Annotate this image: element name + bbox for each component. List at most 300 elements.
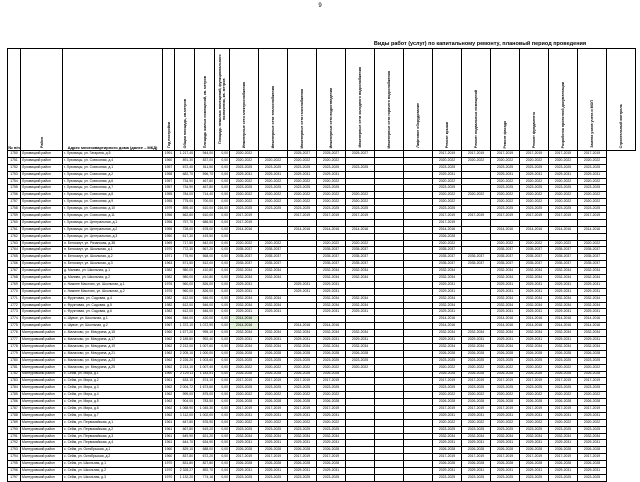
work-period-cell — [259, 213, 288, 220]
work-period-cell — [375, 343, 404, 350]
year-cell: 1957 — [163, 185, 175, 192]
district-cell: Мантуровский район — [21, 474, 63, 481]
work-period-cell: 2032-2034 — [230, 302, 259, 309]
row-number: 1755 — [8, 185, 21, 192]
work-period-cell: 2032-2034 — [578, 433, 607, 440]
year-cell: 1950 — [163, 233, 175, 240]
work-period-cell: 2026-2028 — [259, 447, 288, 454]
living-area-cell: 826,00 — [195, 281, 215, 288]
work-period-cell: 2035-2037 — [462, 254, 491, 261]
work-period-cell: 2029-2031 — [346, 309, 375, 316]
work-period-cell: 2035-2037 — [549, 261, 578, 268]
work-period-cell — [404, 371, 433, 378]
table-row — [8, 157, 636, 164]
work-period-cell — [404, 426, 433, 433]
address-cell: г. Луховицы, ул. Совхозная, д.8 — [63, 192, 163, 199]
work-period-cell: 2032-2034 — [346, 330, 375, 337]
address-cell: г. Луховицы, ул. Совхозная, д.1 — [63, 164, 163, 171]
work-period-cell: 2026-2028 — [317, 461, 346, 468]
work-period-cell: 2020-2022 — [433, 364, 462, 371]
work-period-cell: 2017-2019 — [578, 378, 607, 385]
work-period-cell — [375, 357, 404, 364]
address-cell: с. Сейм, ул. Мира, д.1 — [63, 371, 163, 378]
work-period-cell: 2017-2019 — [433, 151, 462, 158]
row-number: 1789 — [8, 419, 21, 426]
work-period-cell — [404, 357, 433, 364]
district-cell: Мантуровский район — [21, 426, 63, 433]
work-period-cell: 2020-2022 — [549, 157, 578, 164]
work-period-cell — [259, 288, 288, 295]
work-period-cell: 2017-2019 — [230, 378, 259, 385]
living-area-cell: 546,00 — [195, 295, 215, 302]
year-cell: 1960 — [163, 447, 175, 454]
nonliving-area-cell: 0,00 — [215, 323, 230, 330]
work-period-cell — [375, 419, 404, 426]
work-period-cell: 2014-2016 — [578, 316, 607, 323]
work-period-cell: 2020-2022 — [288, 392, 317, 399]
year-cell: 1960 — [163, 157, 175, 164]
work-period-cell: 2020-2022 — [491, 419, 520, 426]
district-cell: Мантуровский район — [21, 337, 63, 344]
year-cell: 1962 — [163, 412, 175, 419]
work-period-cell — [375, 288, 404, 295]
work-period-cell: 2029-2031 — [230, 440, 259, 447]
work-period-cell — [404, 447, 433, 454]
work-period-cell: 2020-2022 — [288, 419, 317, 426]
total-area-cell: 728,00 — [175, 226, 195, 233]
year-cell: 1962 — [163, 405, 175, 412]
work-period-cell: 2023-2025 — [578, 426, 607, 433]
nonliving-area-cell: 0,00 — [215, 268, 230, 275]
work-period-cell: 2025-2027 — [317, 151, 346, 158]
district-cell: Луховицкий район — [21, 192, 63, 199]
row-number: 1768 — [8, 275, 21, 282]
work-period-cell — [404, 185, 433, 192]
work-period-cell: 2032-2034 — [520, 302, 549, 309]
work-period-cell: 2032-2034 — [433, 330, 462, 337]
work-period-cell: 2032-2034 — [317, 433, 346, 440]
address-cell: с. Малахово, ул. Мичурина, д.15 — [63, 330, 163, 337]
work-period-cell: 2023-2025 — [433, 185, 462, 192]
work-period-cell: 2020-2022 — [462, 157, 491, 164]
work-period-cell: 2029-2031 — [259, 309, 288, 316]
work-period-cell — [288, 233, 317, 240]
work-period-cell: 2035-2037 — [520, 247, 549, 254]
address-cell: п. Белоомут, ул. Школьная, д.3 — [63, 261, 163, 268]
work-period-cell: 2020-2022 — [520, 364, 549, 371]
work-period-cell: 2032-2034 — [491, 330, 520, 337]
living-area-cell: 995,10 — [195, 330, 215, 337]
work-period-cell — [404, 399, 433, 406]
table-row — [8, 364, 636, 371]
work-period-cell: 2023-2025 — [520, 426, 549, 433]
work-period-cell: 2017-2019 — [288, 454, 317, 461]
work-period-cell: 2032-2034 — [433, 295, 462, 302]
work-period-cell: 2029-2031 — [520, 467, 549, 474]
work-period-cell: 2023-2025 — [288, 426, 317, 433]
work-period-cell — [288, 275, 317, 282]
work-period-cell: 2029-2031 — [520, 440, 549, 447]
work-period-cell: 2029-2031 — [578, 337, 607, 344]
work-period-cell: 2017-2019 — [491, 454, 520, 461]
district-cell: Луховицкий район — [21, 226, 63, 233]
work-period-cell — [404, 419, 433, 426]
living-area-cell: 826,00 — [195, 288, 215, 295]
table-row — [8, 268, 636, 275]
living-area-cell: 783,50 — [195, 399, 215, 406]
nonliving-area-cell: 216,00 — [215, 206, 230, 213]
living-area-cell: 700,00 — [195, 199, 215, 206]
address-cell: с. Малахово, ул. Мичурина, д.21 — [63, 350, 163, 357]
living-area-cell: 576,90 — [195, 419, 215, 426]
work-period-cell: 2017-2019 — [288, 378, 317, 385]
work-period-cell: 2035-2037 — [520, 254, 549, 261]
work-period-cell: 2017-2019 — [288, 213, 317, 220]
work-period-cell: 2032-2034 — [491, 433, 520, 440]
year-cell: 1961 — [163, 378, 175, 385]
work-period-cell: 2032-2034 — [549, 295, 578, 302]
year-cell: 1955 — [163, 199, 175, 206]
total-area-cell: 980,00 — [175, 275, 195, 282]
work-period-cell: 2029-2031 — [433, 171, 462, 178]
work-period-cell: 2020-2022 — [549, 199, 578, 206]
work-period-cell: 2017-2019 — [317, 405, 346, 412]
district-cell: Мантуровский район — [21, 461, 63, 468]
district-cell: Мантуровский район — [21, 350, 63, 357]
nonliving-area-cell: 0,00 — [215, 157, 230, 164]
work-period-cell — [346, 371, 375, 378]
work-period-cell — [346, 185, 375, 192]
work-period-cell: 2023-2025 — [491, 185, 520, 192]
nonliving-area-cell: 0,00 — [215, 337, 230, 344]
work-period-cell: 2032-2034 — [317, 343, 346, 350]
work-period-cell: 2014-2016 — [520, 323, 549, 330]
work-period-cell: 2032-2034 — [288, 330, 317, 337]
work-period-cell: 2020-2022 — [317, 192, 346, 199]
work-period-cell: 2035-2037 — [317, 247, 346, 254]
work-period-cell: 2032-2034 — [549, 268, 578, 275]
work-period-cell: 2032-2034 — [346, 295, 375, 302]
table-row — [8, 192, 636, 199]
district-cell: Мантуровский район — [21, 467, 63, 474]
work-period-cell: 2023-2025 — [462, 385, 491, 392]
address-cell: с. Сейм, ул. Мира, д.2 — [63, 378, 163, 385]
work-period-cell: 2029-2031 — [491, 467, 520, 474]
year-cell: 1976 — [163, 281, 175, 288]
work-period-cell: 2014-2016 — [491, 226, 520, 233]
table-body — [8, 151, 636, 482]
address-cell: с. Шувое, ул. Школьная, д.2 — [63, 323, 163, 330]
table-row — [8, 323, 636, 330]
total-area-cell: 612,00 — [175, 295, 195, 302]
work-period-cell: 2032-2034 — [259, 330, 288, 337]
work-period-cell: 2029-2031 — [317, 281, 346, 288]
address-cell: с. Сейм, ул. Октябрьская, д.2 — [63, 454, 163, 461]
work-period-cell: 2023-2025 — [491, 426, 520, 433]
work-period-cell: 2020-2022 — [520, 178, 549, 185]
address-cell: г. Луховицы, ул. Совхозная, д.10 — [63, 206, 163, 213]
living-area-cell: 992,40 — [195, 337, 215, 344]
work-period-cell — [404, 461, 433, 468]
work-period-cell: 2032-2034 — [288, 433, 317, 440]
work-period-cell: 2026-2028 — [462, 461, 491, 468]
work-period-cell — [375, 281, 404, 288]
work-period-cell: 2026-2028 — [549, 371, 578, 378]
work-period-cell — [462, 288, 491, 295]
work-period-cell — [288, 254, 317, 261]
work-period-cell: 2029-2031 — [578, 412, 607, 419]
work-period-cell: 2029-2031 — [491, 171, 520, 178]
work-period-cell: 2032-2034 — [259, 268, 288, 275]
work-period-cell: 2032-2034 — [230, 275, 259, 282]
work-period-cell — [404, 199, 433, 206]
district-cell: Мантуровский район — [21, 419, 63, 426]
work-period-cell: 2023-2025 — [549, 474, 578, 481]
work-period-cell — [404, 281, 433, 288]
work-period-cell: 2026-2028 — [578, 350, 607, 357]
work-period-cell — [288, 240, 317, 247]
work-period-cell: 2017-2019 — [462, 454, 491, 461]
work-period-cell — [375, 433, 404, 440]
work-period-cell — [375, 247, 404, 254]
living-area-cell: 610,00 — [195, 206, 215, 213]
work-period-cell: 2029-2031 — [462, 412, 491, 419]
living-area-cell: 568,00 — [195, 254, 215, 261]
work-period-cell: 2017-2019 — [491, 378, 520, 385]
work-period-cell: 2035-2037 — [520, 261, 549, 268]
work-period-cell: 2023-2025 — [520, 206, 549, 213]
district-cell: Луховицкий район — [21, 302, 63, 309]
work-period-cell: 2032-2034 — [317, 268, 346, 275]
district-cell: Луховицкий район — [21, 316, 63, 323]
living-area-cell: 944,00 — [195, 151, 215, 158]
district-cell: Мантуровский район — [21, 454, 63, 461]
work-period-cell: 2023-2025 — [433, 426, 462, 433]
work-period-cell: 2026-2028 — [433, 350, 462, 357]
work-period-cell — [259, 219, 288, 226]
work-period-cell: 2026-2028 — [230, 447, 259, 454]
work-period-cell: 2029-2031 — [578, 309, 607, 316]
work-period-cell: 2026-2028 — [462, 371, 491, 378]
work-period-cell: 2020-2022 — [491, 157, 520, 164]
work-period-cell: 2023-2025 — [578, 357, 607, 364]
work-period-cell — [259, 226, 288, 233]
year-cell: 1956 — [163, 213, 175, 220]
work-period-cell — [375, 364, 404, 371]
work-period-cell: 2029-2031 — [288, 171, 317, 178]
table-row — [8, 330, 636, 337]
work-period-cell — [462, 275, 491, 282]
living-area-cell: 1 000,00 — [195, 350, 215, 357]
work-period-cell: 2020-2022 — [520, 199, 549, 206]
living-area-cell: 410,80 — [195, 275, 215, 282]
work-period-cell: 2029-2031 — [288, 467, 317, 474]
year-cell: 1961 — [163, 426, 175, 433]
work-period-cell: 2020-2022 — [578, 157, 607, 164]
table-row — [8, 371, 636, 378]
work-period-cell: 2020-2022 — [346, 199, 375, 206]
work-period-cell — [346, 412, 375, 419]
address-cell: с. Сейм, ул. Школьная, д.2 — [63, 467, 163, 474]
year-cell: 1966 — [163, 316, 175, 323]
work-period-cell: 2014-2016 — [288, 226, 317, 233]
work-period-cell: 2026-2028 — [433, 233, 462, 240]
work-period-cell: 2026-2028 — [578, 371, 607, 378]
district-cell: Луховицкий район — [21, 295, 63, 302]
row-number: 1777 — [8, 337, 21, 344]
work-period-cell: 2035-2037 — [433, 247, 462, 254]
row-number: 1767 — [8, 268, 21, 275]
work-period-cell: 2017-2019 — [317, 378, 346, 385]
work-period-cell: 2020-2022 — [230, 178, 259, 185]
work-period-cell: 2025-2027 — [288, 151, 317, 158]
work-period-cell: 2020-2022 — [288, 178, 317, 185]
work-period-cell — [346, 461, 375, 468]
nonliving-area-cell: 0,00 — [215, 343, 230, 350]
total-area-cell: 757,70 — [175, 219, 195, 226]
work-period-cell: 2025-2027 — [346, 151, 375, 158]
work-period-cell — [375, 371, 404, 378]
living-area-cell: 542,00 — [195, 240, 215, 247]
row-number: 1790 — [8, 426, 21, 433]
address-cell: с. Сейм, ул. Мира, д.4 — [63, 392, 163, 399]
work-period-cell: 2017-2019 — [230, 405, 259, 412]
living-area-cell: 419,50 — [195, 233, 215, 240]
work-period-cell: 2035-2037 — [317, 254, 346, 261]
work-period-cell: 2020-2022 — [578, 392, 607, 399]
address-cell: с. Малахово, ул. Мичурина, д.23 — [63, 357, 163, 364]
address-cell: с. Нижнее Маслово, ул. Школьная, д.2 — [63, 288, 163, 295]
work-period-cell: 2029-2031 — [520, 309, 549, 316]
work-period-cell — [549, 233, 578, 240]
table-row — [8, 447, 636, 454]
work-period-cell: 2029-2031 — [288, 288, 317, 295]
work-period-cell: 2026-2028 — [491, 447, 520, 454]
living-area-cell: 634,90 — [195, 440, 215, 447]
table-row — [8, 254, 636, 261]
work-period-cell — [375, 461, 404, 468]
work-period-cell: 2017-2019 — [462, 405, 491, 412]
living-area-cell: 467,80 — [195, 178, 215, 185]
living-area-cell: 511,50 — [195, 164, 215, 171]
work-period-cell: 2023-2025 — [578, 185, 607, 192]
row-number: 1787 — [8, 405, 21, 412]
work-period-cell — [259, 323, 288, 330]
nonliving-area-cell: 0,00 — [215, 213, 230, 220]
work-period-cell — [462, 302, 491, 309]
living-area-cell: 546,00 — [195, 302, 215, 309]
work-period-cell: 2023-2025 — [520, 357, 549, 364]
work-period-cell: 2014-2016 — [317, 323, 346, 330]
work-period-cell: 2032-2034 — [259, 433, 288, 440]
work-period-cell: 2023-2025 — [230, 185, 259, 192]
work-period-cell: 2020-2022 — [520, 240, 549, 247]
work-period-cell: 2014-2016 — [549, 226, 578, 233]
header-work-8: Ремонт крыши — [433, 49, 462, 151]
work-period-cell: 2020-2022 — [230, 157, 259, 164]
work-period-cell: 2020-2022 — [259, 364, 288, 371]
work-period-cell — [259, 316, 288, 323]
work-period-cell: 2020-2022 — [433, 240, 462, 247]
work-period-cell: 2032-2034 — [230, 330, 259, 337]
address-cell: с. Малахово, ул. Мичурина, д.17 — [63, 337, 163, 344]
work-period-cell: 2023-2025 — [549, 357, 578, 364]
work-period-cell — [404, 364, 433, 371]
total-area-cell: 1 112,00 — [175, 412, 195, 419]
work-period-cell: 2029-2031 — [462, 337, 491, 344]
year-cell: 1971 — [163, 254, 175, 261]
work-period-cell — [259, 151, 288, 158]
work-period-cell: 2026-2028 — [491, 461, 520, 468]
row-number: 1780 — [8, 357, 21, 364]
table-row — [8, 405, 636, 412]
address-cell: г. Луховицы, ул. Совхозная, д.7 — [63, 185, 163, 192]
work-period-cell — [404, 330, 433, 337]
table-row — [8, 164, 636, 171]
work-period-cell: 2023-2025 — [288, 385, 317, 392]
district-cell: Луховицкий район — [21, 151, 63, 158]
work-period-cell: 2020-2022 — [317, 364, 346, 371]
work-period-cell — [288, 247, 317, 254]
district-cell: Мантуровский район — [21, 385, 63, 392]
work-period-cell: 2017-2019 — [549, 378, 578, 385]
work-period-cell — [404, 309, 433, 316]
header-work-2: Инженерные сети теплоснабжения — [259, 49, 288, 151]
work-period-cell — [346, 454, 375, 461]
work-period-cell: 2026-2028 — [230, 461, 259, 468]
header-work-5: Инженерные сети холодного водоснабжения — [346, 49, 375, 151]
work-period-cell — [462, 199, 491, 206]
work-period-cell: 2023-2025 — [230, 474, 259, 481]
header-work-3: Инженерные сети газоснабжения — [288, 49, 317, 151]
work-period-cell — [375, 192, 404, 199]
address-cell: с. Сейм, ул. Мира, д.7 — [63, 412, 163, 419]
row-number: 1752 — [8, 164, 21, 171]
page-number: 9 — [318, 3, 322, 9]
nonliving-area-cell: 0,00 — [215, 288, 230, 295]
living-area-cell: 621,20 — [195, 433, 215, 440]
work-period-cell — [375, 440, 404, 447]
table-row — [8, 392, 636, 399]
row-number: 1795 — [8, 461, 21, 468]
total-area-cell: 647,80 — [175, 419, 195, 426]
work-period-cell — [404, 378, 433, 385]
year-cell: 1963 — [163, 261, 175, 268]
work-period-cell: 2023-2025 — [259, 474, 288, 481]
work-period-cell: 2017-2019 — [491, 151, 520, 158]
work-period-cell: 2029-2031 — [549, 281, 578, 288]
work-period-cell: 2020-2022 — [288, 199, 317, 206]
row-number: 1785 — [8, 392, 21, 399]
work-period-cell: 2029-2031 — [317, 337, 346, 344]
table-row — [8, 350, 636, 357]
row-number: 1756 — [8, 192, 21, 199]
work-period-cell: 2017-2019 — [549, 405, 578, 412]
district-cell: Луховицкий район — [21, 254, 63, 261]
work-period-cell: 2029-2031 — [288, 440, 317, 447]
work-period-cell: 2020-2022 — [549, 192, 578, 199]
total-area-cell: 891,30 — [175, 157, 195, 164]
district-cell: Мантуровский район — [21, 399, 63, 406]
year-cell: 1962 — [163, 392, 175, 399]
total-area-cell: 2 328,27 — [175, 467, 195, 474]
table-row — [8, 433, 636, 440]
work-period-cell: 2020-2022 — [578, 419, 607, 426]
district-cell: Мантуровский район — [21, 447, 63, 454]
year-cell: 1970 — [163, 461, 175, 468]
nonliving-area-cell: 0,00 — [215, 357, 230, 364]
work-period-cell: 2035-2037 — [578, 254, 607, 261]
